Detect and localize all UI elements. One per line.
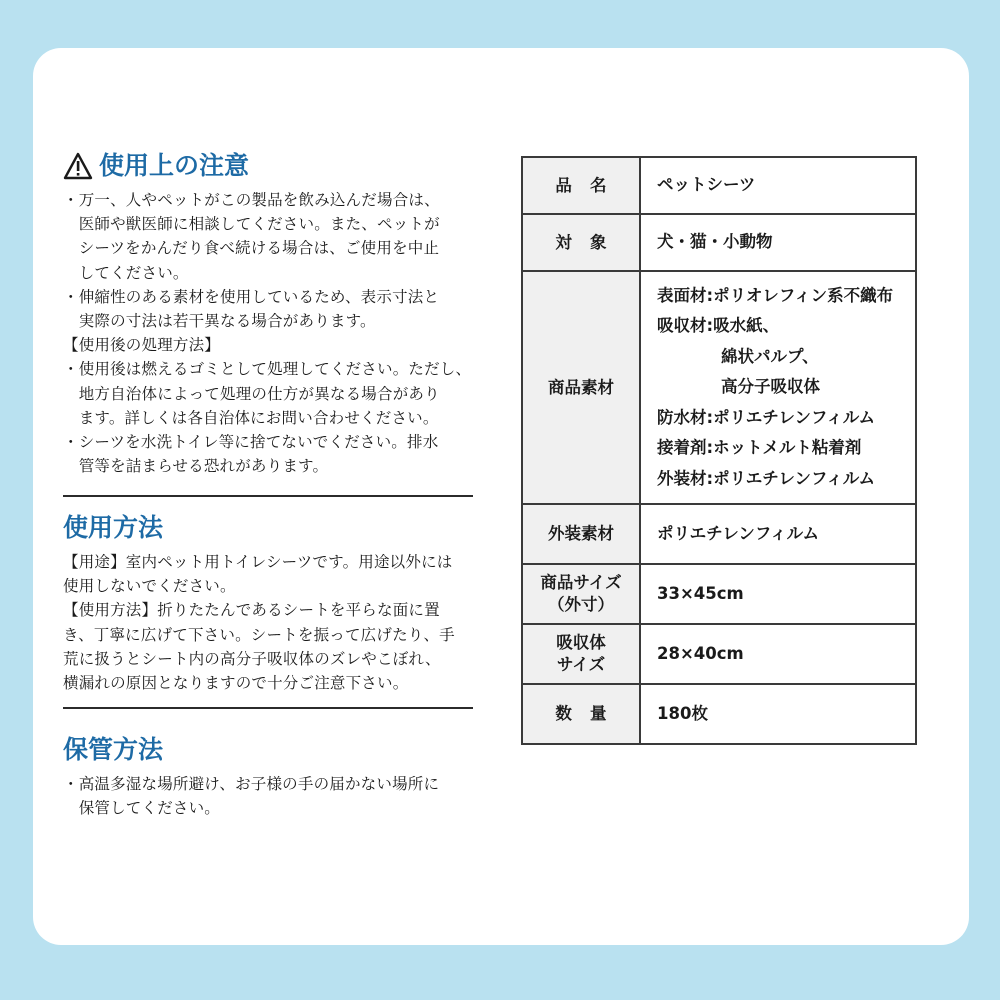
section-divider xyxy=(63,707,473,709)
spec-row-product-name xyxy=(522,157,916,214)
spec-label: 商品素材 xyxy=(522,271,640,504)
spec-value: 28×40cm xyxy=(640,624,916,684)
spec-label: 商品サイズ （外寸） xyxy=(522,564,640,624)
text-line: 保管してください。 xyxy=(63,799,221,818)
text-line: 使用しないでください。 xyxy=(63,577,236,596)
caution-heading xyxy=(63,150,471,182)
spec-label: 品名 xyxy=(522,157,640,214)
text-line: 【使用方法】折りたたんであるシートを平らな面に置 xyxy=(63,601,440,620)
text-line: シーツをかんだり食べ続ける場合は、ご使用を中止 xyxy=(63,239,440,258)
spec-row-absorber-size xyxy=(522,624,916,684)
spec-label: 外装素材 xyxy=(522,504,640,564)
usage-section xyxy=(63,512,455,695)
text-line: してください。 xyxy=(63,263,189,282)
storage-heading: 保管方法 xyxy=(63,735,164,764)
text-line: き、丁寧に広げて下さい。シートを振って広げたり、手 xyxy=(63,625,455,644)
caution-text xyxy=(63,188,471,478)
caution-title: 使用上の注意 xyxy=(99,151,250,180)
text-line: ます。詳しくは各自治体にお問い合わせください。 xyxy=(63,408,439,427)
spec-value: ポリエチレンフィルム xyxy=(640,504,916,564)
text-line: 管等を詰まらせる恐れがあります。 xyxy=(63,457,329,476)
spec-value xyxy=(640,271,916,504)
text-line: 横漏れの原因となりますので十分ご注意下さい。 xyxy=(63,674,409,693)
spec-row-quantity xyxy=(522,684,916,744)
spec-row-materials xyxy=(522,271,916,504)
text-line: 医師や獣医師に相談してください。また、ペットが xyxy=(63,215,440,234)
spec-value: 犬・猫・小動物 xyxy=(640,214,916,271)
material-line: 綿状パルプ、 xyxy=(721,346,819,366)
spec-table xyxy=(521,156,917,745)
spec-label: 吸収体 サイズ xyxy=(522,624,640,684)
storage-section xyxy=(63,734,439,820)
text-line: 地方自治体によって処理の仕方が異なる場合があり xyxy=(63,384,440,403)
material-line: 外装材:ポリエチレンフィルム xyxy=(657,468,876,488)
material-line: 防水材:ポリエチレンフィルム xyxy=(657,407,876,427)
material-line: 接着剤:ホットメルト粘着剤 xyxy=(657,438,862,458)
text-line: 【用途】室内ペット用トイレシーツです。用途以外には xyxy=(63,553,453,571)
spec-value: ペットシーツ xyxy=(640,157,916,214)
text-line: ・シーツを水洗トイレ等に捨てないでください。排水 xyxy=(63,433,439,452)
storage-text xyxy=(63,772,439,820)
spec-value: 33×45cm xyxy=(640,564,916,624)
spec-row-size xyxy=(522,564,916,624)
text-line: 実際の寸法は若干異なる場合があります。 xyxy=(63,312,376,331)
text-line: ・万一、人やペットがこの製品を飲み込んだ場合は、 xyxy=(63,191,440,209)
spec-label: 数量 xyxy=(522,684,640,744)
material-line: 吸収材:吸水紙、 xyxy=(657,316,780,336)
spec-value: 180枚 xyxy=(640,684,916,744)
text-line: ・高温多湿な場所避け、お子様の手の届かない場所に xyxy=(63,775,440,793)
usage-heading: 使用方法 xyxy=(63,513,164,542)
warning-icon xyxy=(63,152,93,180)
material-line: 高分子吸収体 xyxy=(721,377,820,397)
usage-text xyxy=(63,550,455,695)
material-line: 表面材:ポリオレフィン系不織布 xyxy=(657,285,894,305)
spec-row-target xyxy=(522,214,916,271)
caution-section xyxy=(63,150,471,478)
section-divider xyxy=(63,495,473,497)
text-line: 【使用後の処理方法】 xyxy=(63,336,221,355)
text-line: ・使用後は燃えるゴミとして処理してください。ただし、 xyxy=(63,360,472,379)
text-line: 荒に扱うとシート内の高分子吸収体のズレやこぼれ、 xyxy=(63,649,441,668)
text-line: ・伸縮性のある素材を使用しているため、表示寸法と xyxy=(63,287,440,306)
spec-label: 対象 xyxy=(522,214,640,271)
spec-row-packaging xyxy=(522,504,916,564)
